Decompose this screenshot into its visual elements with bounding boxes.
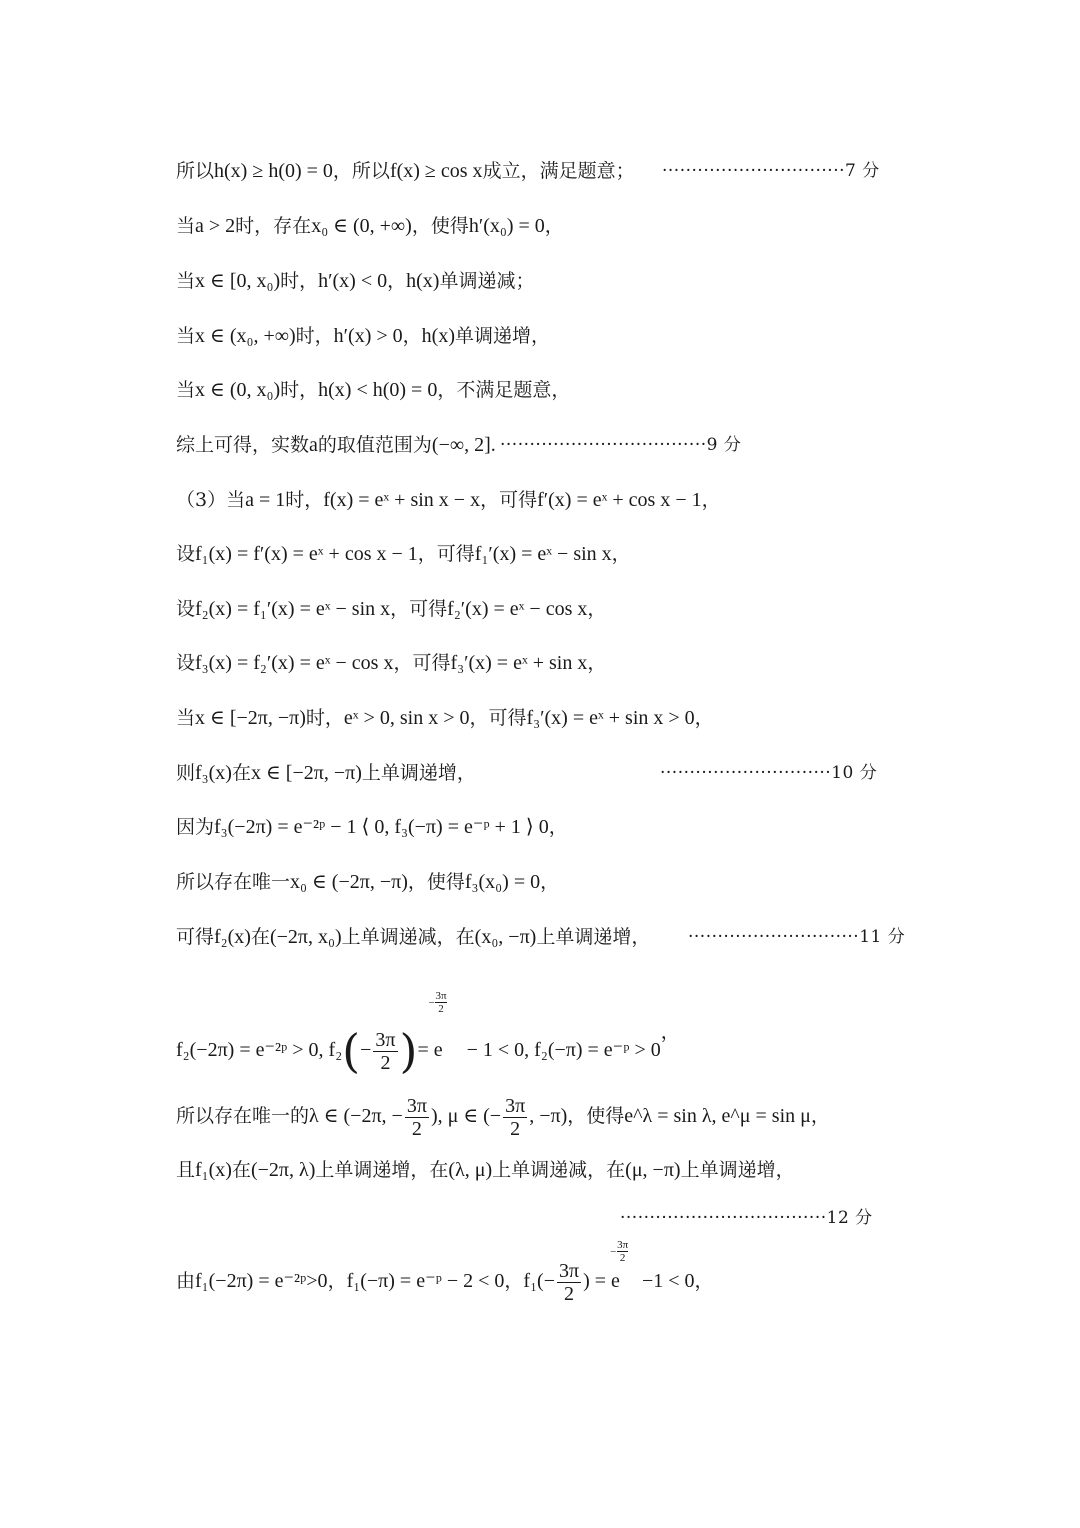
- score-7: ·······························7 分: [662, 161, 880, 181]
- text: ，使得: [407, 871, 465, 893]
- fraction: $\frac{3\pi}{2}$: [406, 1094, 427, 1140]
- math: x₀ ∈ (−2π, −π): [290, 871, 408, 893]
- fraction: $\frac{3\pi}{2}$: [559, 1259, 580, 1305]
- text: 时，: [280, 379, 319, 401]
- left-paren: (: [342, 1024, 361, 1078]
- math: f₁′(x) = eˣ − sin x: [474, 543, 612, 565]
- text: 时，: [295, 325, 334, 347]
- math: f₃(x) = f₂′(x) = eˣ − cos x: [195, 652, 394, 674]
- math: , −π): [529, 1105, 568, 1127]
- text: 时，: [280, 270, 319, 292]
- math: x₀ ∈ (0, +∞): [311, 215, 412, 237]
- text: ，可得: [390, 598, 448, 620]
- text: 设: [176, 598, 196, 620]
- text: 当: [176, 325, 196, 347]
- proof-line-8: [176, 539, 631, 569]
- score-9: ···································9 分: [500, 435, 742, 455]
- text: 时，: [285, 489, 324, 511]
- proof-line-13: [176, 812, 568, 842]
- score-12: ···································12 分: [620, 1208, 873, 1228]
- text: ，使得: [411, 215, 469, 237]
- math: (x₀, −π): [474, 926, 537, 948]
- math: f₃′(x) = eˣ + sin x: [450, 652, 588, 674]
- math: f₂(x) = f₁′(x) = eˣ − sin x: [195, 598, 391, 620]
- proof-line-10: [176, 648, 606, 678]
- math: a = 1: [245, 489, 286, 511]
- math: f₁(−: [523, 1270, 555, 1292]
- math: h′(x) > 0: [333, 325, 403, 347]
- proof-line-16: [176, 990, 680, 1088]
- text: ，: [402, 325, 422, 347]
- proof-line-2: [176, 211, 564, 241]
- math: eˣ > 0, sin x > 0: [343, 707, 470, 729]
- math: (−∞, 2].: [431, 434, 496, 456]
- text: ，: [587, 652, 607, 674]
- math: f₃(−2π) = e⁻²ᵖ − 1 ⟨ 0, f₃(−π) = e⁻ᵖ + 1 ⟩ 0: [214, 816, 549, 838]
- math: −: [360, 1039, 372, 1061]
- math: −1 < 0: [641, 1270, 695, 1292]
- text: ，: [810, 1105, 830, 1127]
- text: 当: [176, 215, 196, 237]
- math: x ∈ [0, x₀): [195, 270, 281, 292]
- math: f₁(−π) = e⁻ᵖ − 2 < 0: [346, 1270, 505, 1292]
- math: x ∈ (0, x₀): [195, 379, 281, 401]
- proof-line-9: [176, 594, 606, 624]
- math: (−2π, x₀): [269, 926, 342, 948]
- math: a: [309, 434, 318, 456]
- text: 时，: [305, 707, 344, 729]
- math: h′(x) < 0: [318, 270, 388, 292]
- text: 当: [176, 270, 196, 292]
- text: 上单调递减，在: [492, 1159, 626, 1181]
- proof-line-15: [176, 922, 650, 952]
- math: λ ∈ (−2π, −: [309, 1105, 403, 1127]
- text: 上单调递增，: [680, 1159, 795, 1181]
- text: （3）当: [176, 489, 246, 511]
- math: f₃(x): [195, 762, 232, 784]
- math: h(x): [421, 325, 455, 347]
- proof-line-19: [176, 1239, 714, 1309]
- text: 所以: [176, 160, 215, 182]
- text: 上单调递增，: [536, 926, 651, 948]
- math: f₁(−2π) = e⁻²ᵖ>0: [195, 1270, 328, 1292]
- text: ，: [387, 270, 407, 292]
- text: ，可得: [469, 707, 527, 729]
- text: 设: [176, 652, 196, 674]
- text: 综上可得，实数: [176, 434, 310, 456]
- text: ，: [694, 707, 714, 729]
- math: f₃(x₀) = 0: [464, 871, 541, 893]
- text: ，: [701, 489, 721, 511]
- text: 在: [231, 1159, 251, 1181]
- math: f₂(−2π) = e⁻²ᵖ > 0, f₂: [176, 1039, 343, 1061]
- text: 因为: [176, 816, 215, 838]
- text: 由: [176, 1270, 196, 1292]
- text: 当: [176, 379, 196, 401]
- text: ，可得: [417, 543, 475, 565]
- text: ，: [694, 1270, 714, 1292]
- fraction: $\frac{3\pi}{2}$: [375, 1028, 396, 1074]
- text: 所以存在唯一的: [176, 1105, 310, 1127]
- proof-line-12: [176, 758, 476, 788]
- math: e^λ = sin λ, e^μ = sin μ: [624, 1105, 811, 1127]
- text: 时，存在: [235, 215, 312, 237]
- text: ，不满足题意，: [437, 379, 571, 401]
- exponent-fraction: − 3π 2: [610, 1239, 629, 1264]
- proof-line-3: [176, 266, 534, 296]
- math: f₁(x) = f′(x) = eˣ + cos x − 1: [195, 543, 418, 565]
- text: ，: [660, 1021, 680, 1043]
- text: 上单调递增，: [361, 762, 476, 784]
- text: 上单调递增，在: [315, 1159, 449, 1181]
- text: 单调递减；: [439, 270, 535, 292]
- exponential: = e − 3π 2: [417, 990, 447, 1061]
- math: x ∈ [−2π, −π): [250, 762, 362, 784]
- math: x ∈ [−2π, −π): [195, 707, 306, 729]
- right-paren: ): [399, 1024, 418, 1078]
- math: (−2π, λ): [250, 1159, 316, 1181]
- math: h(x): [406, 270, 440, 292]
- exponent-fraction: − 3π 2: [428, 990, 447, 1015]
- math: h(x) ≥ h(0) = 0: [214, 160, 333, 182]
- proof-line-17: [176, 1088, 830, 1144]
- proof-line-6: [176, 430, 496, 460]
- text: 上单调递减，在: [341, 926, 475, 948]
- text: ，所以: [332, 160, 390, 182]
- score-11: ·····························11 分: [688, 927, 906, 947]
- math: f′(x) = eˣ + cos x − 1: [537, 489, 702, 511]
- text: 且: [176, 1159, 196, 1181]
- proof-line-18: [176, 1155, 795, 1185]
- fraction: $\frac{3\pi}{2}$: [505, 1094, 526, 1140]
- math: f₁(x): [195, 1159, 232, 1181]
- text: 所以存在唯一: [176, 871, 291, 893]
- text: ，: [611, 543, 631, 565]
- math: x ∈ (x₀, +∞): [195, 325, 296, 347]
- math: f₂′(x) = eˣ − cos x: [447, 598, 588, 620]
- proof-line-5: [176, 375, 570, 405]
- text: 在: [231, 762, 251, 784]
- text: ，可得: [393, 652, 451, 674]
- proof-line-4: [176, 321, 550, 351]
- text: ，: [540, 871, 560, 893]
- math: ), μ ∈ (−: [430, 1105, 502, 1127]
- proof-line-1: [176, 156, 635, 186]
- text: 成立，满足题意；: [482, 160, 635, 182]
- text: 在: [250, 926, 270, 948]
- math: h(x) < h(0) = 0: [318, 379, 438, 401]
- math: (λ, μ): [448, 1159, 493, 1181]
- text: 则: [176, 762, 196, 784]
- score-10: ·····························10 分: [660, 763, 878, 783]
- text: 当: [176, 707, 196, 729]
- math: f(x) ≥ cos x: [389, 160, 483, 182]
- math: f₃′(x) = eˣ + sin x > 0: [526, 707, 695, 729]
- math: − 1 < 0, f₂(−π) = e⁻ᵖ > 0: [466, 1039, 661, 1061]
- proof-line-7: [176, 485, 721, 515]
- exponential: ) = e − 3π 2: [583, 1239, 629, 1292]
- text: ，可得: [480, 489, 538, 511]
- text: ，: [544, 215, 564, 237]
- text: 可得: [176, 926, 215, 948]
- proof-line-14: [176, 867, 559, 897]
- math: a > 2: [195, 215, 236, 237]
- text: ，使得: [567, 1105, 625, 1127]
- text: ，: [504, 1270, 524, 1292]
- math: (μ, −π): [625, 1159, 681, 1181]
- text: 的取值范围为: [317, 434, 432, 456]
- math: h′(x₀) = 0: [468, 215, 545, 237]
- text: ，: [548, 816, 568, 838]
- text: 设: [176, 543, 196, 565]
- text: 单调递增，: [455, 325, 551, 347]
- proof-line-11: [176, 703, 714, 733]
- text: ，: [327, 1270, 347, 1292]
- math: f₂(x): [214, 926, 251, 948]
- text: ，: [587, 598, 607, 620]
- math: f(x) = eˣ + sin x − x: [323, 489, 481, 511]
